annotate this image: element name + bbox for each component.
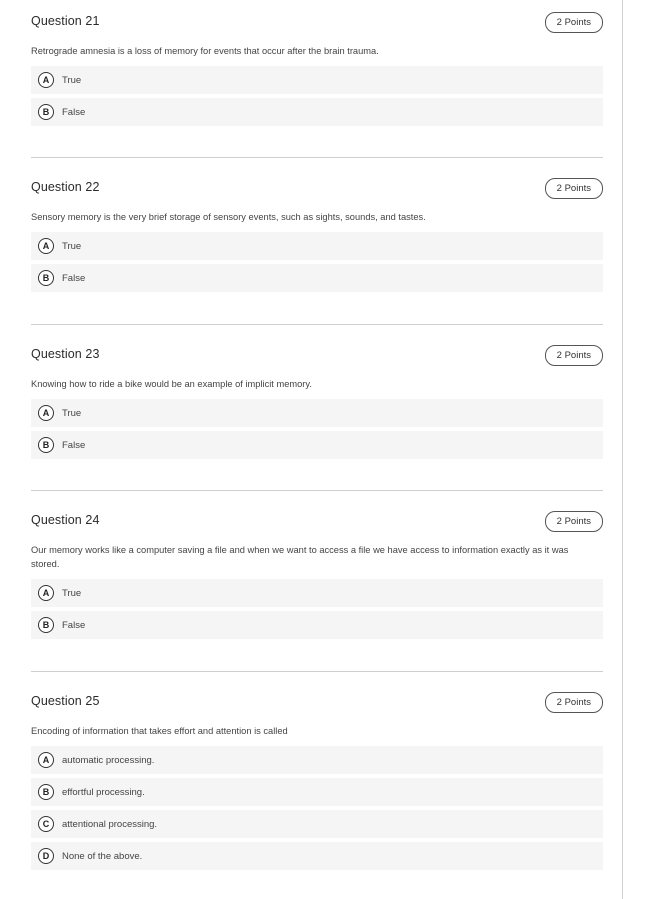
- option-label: automatic processing.: [62, 754, 155, 766]
- option-a[interactable]: [31, 66, 603, 94]
- option-letter-badge: B: [38, 104, 54, 120]
- option-label: False: [62, 106, 86, 118]
- option-a[interactable]: [31, 232, 603, 260]
- points-badge: 2 Points: [545, 511, 603, 532]
- option-b[interactable]: [31, 778, 603, 806]
- option-letter-badge: A: [38, 585, 54, 601]
- option-label: effortful processing.: [62, 786, 145, 798]
- question-text: Retrograde amnesia is a loss of memory for events that occur after the brain trauma.: [31, 46, 379, 56]
- answer-options: [31, 579, 603, 639]
- option-label: True: [62, 74, 82, 86]
- option-b[interactable]: [31, 431, 603, 459]
- question-24: [31, 511, 603, 643]
- option-label: False: [62, 439, 86, 451]
- question-21: [31, 12, 603, 130]
- question-text: Sensory memory is the very brief storage of sensory events, such as sights, sounds, and tastes.: [31, 212, 426, 222]
- option-letter-badge: A: [38, 405, 54, 421]
- question-title: Question 25: [31, 694, 100, 708]
- question-title: Question 23: [31, 347, 100, 361]
- question-23: [31, 345, 603, 463]
- option-b[interactable]: [31, 264, 603, 292]
- question-divider: [31, 324, 603, 325]
- points-badge: 2 Points: [545, 345, 603, 366]
- option-b[interactable]: [31, 611, 603, 639]
- option-b[interactable]: [31, 98, 603, 126]
- option-d[interactable]: [31, 842, 603, 870]
- option-label: True: [62, 407, 82, 419]
- option-letter-badge: B: [38, 784, 54, 800]
- option-label: True: [62, 240, 82, 252]
- answer-options: [31, 232, 603, 292]
- option-label: None of the above.: [62, 850, 143, 862]
- question-text: Knowing how to ride a bike would be an example of implicit memory.: [31, 379, 312, 389]
- option-letter-badge: A: [38, 72, 54, 88]
- question-header: [31, 345, 603, 367]
- option-letter-badge: B: [38, 617, 54, 633]
- option-a[interactable]: [31, 399, 603, 427]
- question-divider: [31, 157, 603, 158]
- option-letter-badge: B: [38, 437, 54, 453]
- question-text: Encoding of information that takes effort and attention is called: [31, 726, 288, 736]
- page-edge-divider: [622, 0, 623, 899]
- points-badge: 2 Points: [545, 178, 603, 199]
- option-letter-badge: B: [38, 270, 54, 286]
- question-header: [31, 178, 603, 200]
- question-header: [31, 12, 603, 34]
- question-header: [31, 511, 603, 533]
- answer-options: [31, 66, 603, 126]
- question-header: [31, 692, 603, 714]
- question-divider: [31, 490, 603, 491]
- option-label: True: [62, 587, 82, 599]
- question-divider: [31, 671, 603, 672]
- option-label: False: [62, 619, 86, 631]
- option-label: False: [62, 272, 86, 284]
- answer-options: [31, 746, 603, 870]
- option-letter-badge: A: [38, 238, 54, 254]
- option-a[interactable]: [31, 746, 603, 774]
- question-title: Question 22: [31, 180, 100, 194]
- option-letter-badge: D: [38, 848, 54, 864]
- question-25: [31, 692, 603, 874]
- option-label: attentional processing.: [62, 818, 158, 830]
- option-a[interactable]: [31, 579, 603, 607]
- option-letter-badge: A: [38, 752, 54, 768]
- option-c[interactable]: [31, 810, 603, 838]
- answer-options: [31, 399, 603, 459]
- question-title: Question 24: [31, 513, 100, 527]
- question-title: Question 21: [31, 14, 100, 28]
- question-text: Our memory works like a computer saving a file and when we want to access a file we have access to information exactly as it was stored.: [31, 545, 569, 569]
- option-letter-badge: C: [38, 816, 54, 832]
- question-22: [31, 178, 603, 296]
- points-badge: 2 Points: [545, 692, 603, 713]
- points-badge: 2 Points: [545, 12, 603, 33]
